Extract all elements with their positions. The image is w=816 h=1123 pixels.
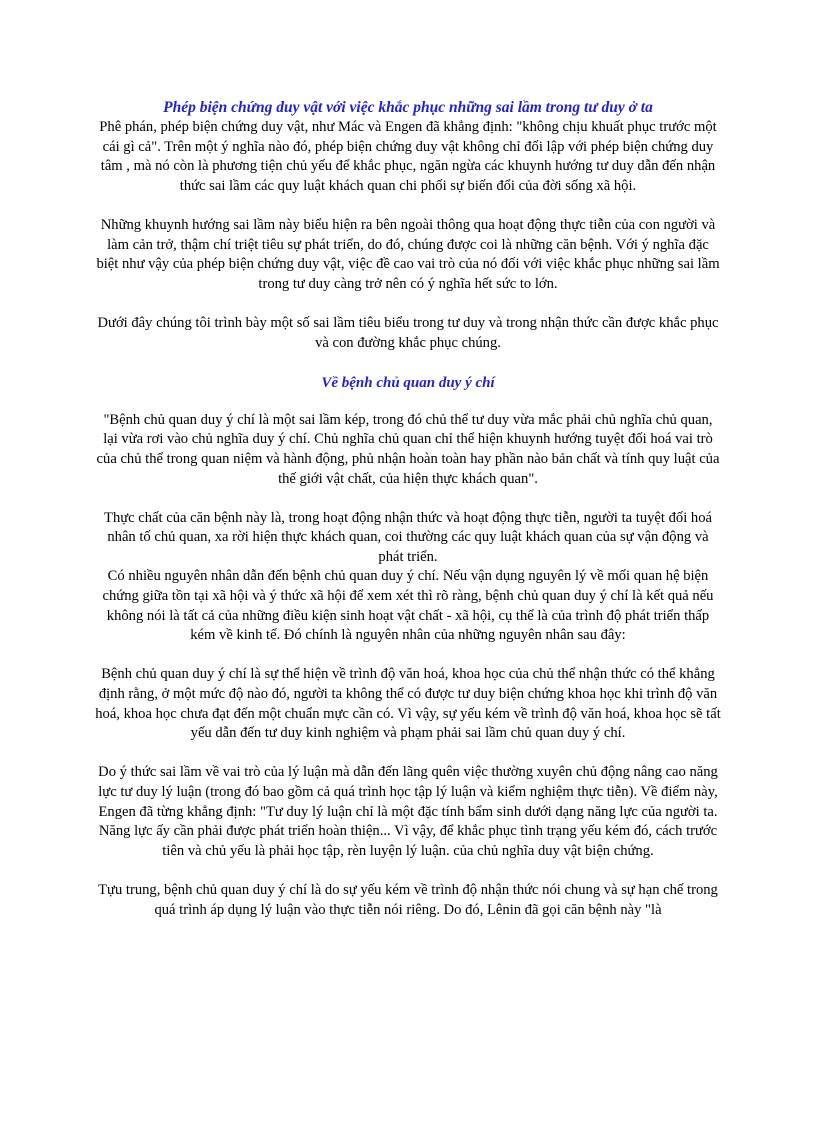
section-heading: Về bệnh chủ quan duy ý chí [321,374,495,391]
paragraph: Thực chất của căn bệnh này là, trong hoạt động nhận thức và hoạt động thực tiễn, người ta tuyệt đối hoá nhân tố chủ quan, xa rời hiện thực khách quan, coi thường các quy luật khách quan của sự vận động và phát triển. [104,509,712,565]
document-page [95,98,721,940]
paragraph: Bệnh chủ quan duy ý chí là sự thể hiện về trình độ văn hoá, khoa học của chủ thể nhận thức có thể khẳng định rằng, ở một mức độ nào đó, người ta không thể có được tư duy biện chứng khoa học khi trình độ văn hoá, khoa học chưa đạt đến một chuẩn mực cần có. Vì vậy, sự yếu kém về trình độ văn hoá, khoa học sẽ tất yếu dẫn đến tư duy kinh nghiệm và phạm phải sai lầm chủ quan duy ý chí. [95,666,721,742]
paragraph: Do ý thức sai lầm về vai trò của lý luận mà dẫn đến lãng quên việc thường xuyên chủ động nâng cao năng lực tư duy lý luận (trong đó bao gồm cả quá trình học tập lý luận và kiểm nghiệm thực tiễn). Về điểm này, Engen đã từng khẳng định: "Tư duy lý luận chỉ là một đặc tính bẩm sinh dưới dạng năng lực của người ta. Năng lực ấy cần phải được phát triển hoàn thiện... Vì vậy, để khắc phục tình trạng yếu kém đó, cách trước tiên và chủ yếu là phải học tập, rèn luyện lý luận. của chủ nghĩa duy vật biện chứng. [98,764,718,859]
paragraph: Tựu trung, bệnh chủ quan duy ý chí là do sự yếu kém về trình độ nhận thức nói chung và sự hạn chế trong quá trình áp dụng lý luận vào thực tiễn nói riêng. Do đó, Lênin đã gọi căn bệnh này "là [98,881,718,918]
paragraph-intro: Phê phán, phép biện chứng duy vật, như Mác và Engen đã khẳng định: "không chịu khuất phục trước một cái gì cả". Trên một ý nghĩa nào đó, phép biện chứng duy vật không chỉ đối lập với phép biện chứng duy tâm , mà nó còn là phương tiện chủ yếu để khắc phục, ngăn ngừa các khuynh hướng tư duy dẫn đến nhận thức sai lầm các quy luật khách quan chi phối sự biến đổi của đời sống xã hội. [99,119,717,194]
paragraph-quote: "Bệnh chủ quan duy ý chí là một sai lầm kép, trong đó chủ thể tư duy vừa mắc phải chủ nghĩa chủ quan, lại vừa rơi vào chủ nghĩa duy ý chí. Chủ nghĩa chủ quan chỉ thể hiện khuynh hướng tuyệt đối hoá vai trò của chủ thể trong quan niệm và hành động, phủ nhận hoàn toàn hay phần nào bản chất và tính quy luật của thế giới vật chất, của hiện thực khách quan". [96,411,720,487]
paragraph: Những khuynh hướng sai lầm này biểu hiện ra bên ngoài thông qua hoạt động thực tiễn của con người và làm cản trở, thậm chí triệt tiêu sự phát triển, do đó, chúng được coi là những căn bệnh. Với ý nghĩa đặc biệt như vậy của phép biện chứng duy vật, việc đề cao vai trò của nó đối với việc khắc phục những sai lầm trong tư duy càng trở nên có ý nghĩa hết sức to lớn. [96,216,720,292]
paragraph: Có nhiều nguyên nhân dẫn đến bệnh chủ quan duy ý chí. Nếu vận dụng nguyên lý về mối quan hệ biện chứng giữa tồn tại xã hội và ý thức xã hội để xem xét thì rõ ràng, bệnh chủ quan duy ý chí là kết quả nếu không nói là tất cả của những điều kiện sinh hoạt vật chất - xã hội, cụ thể là của trình độ phát triển thấp kém về kinh tế. Đó chính là nguyên nhân của những nguyên nhân sau đây: [102,568,714,644]
paragraph: Dưới đây chúng tôi trình bày một số sai lầm tiêu biểu trong tư duy và trong nhận thức cần được khắc phục và con đường khắc phục chúng. [97,314,719,351]
document-title: Phép biện chứng duy vật với việc khắc phục những sai lầm trong tư duy ở ta [163,99,653,116]
